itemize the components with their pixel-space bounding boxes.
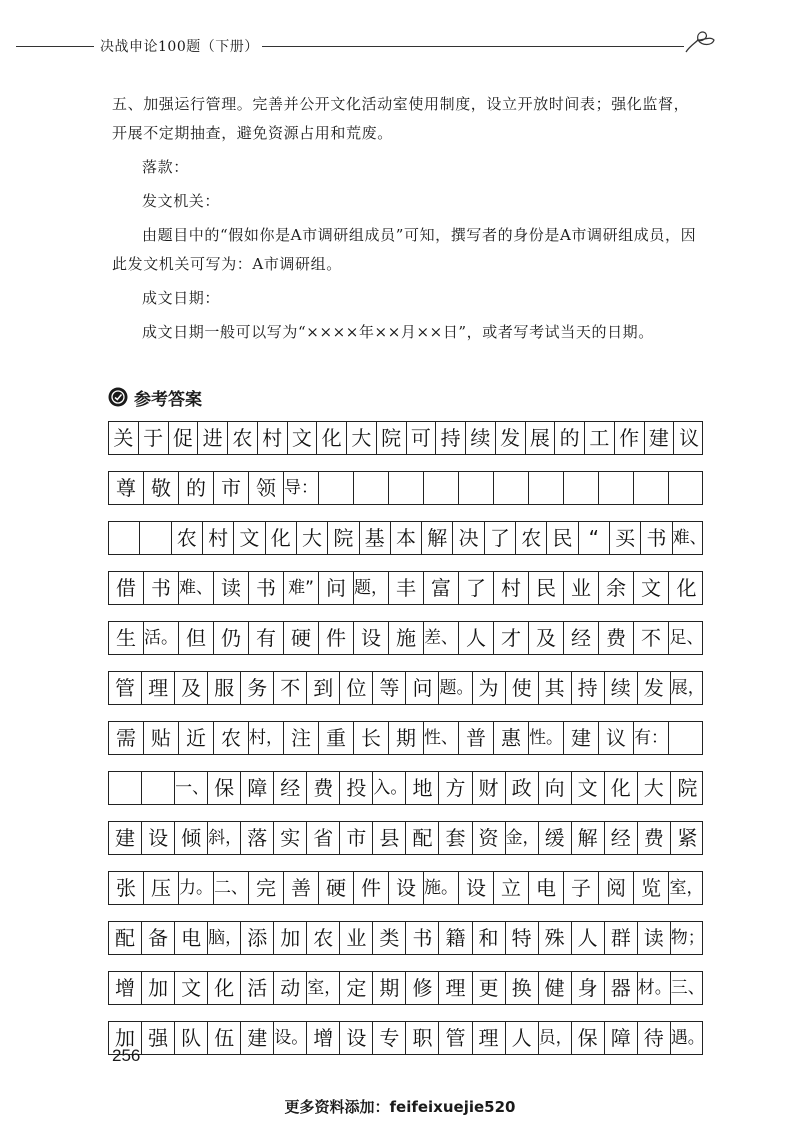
grid-cell: 院 xyxy=(677,776,698,800)
grid-cell: 化 xyxy=(266,522,297,554)
grid-cell: 化 xyxy=(676,576,697,600)
grid-cell: 的 xyxy=(555,422,585,454)
grid-cell: 管 xyxy=(439,1022,472,1054)
grid-cell: 可 xyxy=(407,422,437,454)
grid-cell: 电 xyxy=(529,872,564,904)
grid-cell: 导： xyxy=(284,472,319,504)
grid-cell xyxy=(529,472,564,504)
grid-cell: 县 xyxy=(373,822,406,854)
grid-cell: 书 xyxy=(144,572,179,604)
grid-cell: 本 xyxy=(391,522,422,554)
grid-cell: 领 xyxy=(249,472,284,504)
grid-cell: 建 xyxy=(645,422,675,454)
grid-cell: 加 xyxy=(109,1022,142,1054)
grid-cell: 化 xyxy=(605,772,638,804)
grid-cell: 保 xyxy=(572,1022,605,1054)
grid-cell xyxy=(459,472,494,504)
grid-cell: 题。 xyxy=(439,672,472,704)
grid-cell: 村 xyxy=(203,522,234,554)
grid-cell: 人 xyxy=(572,922,605,954)
grid-cell: 注 xyxy=(284,722,319,754)
grid-cell: 理 xyxy=(473,1022,506,1054)
paragraph-operation-management: 五、加强运行管理。完善并公开文化活动室使用制度，设立开放时间表；强化监督，开展不定期抽查，避免资源占用和荒废。 xyxy=(112,95,690,142)
grid-cell: 件 xyxy=(319,622,354,654)
grid-cell: 配 xyxy=(109,922,142,954)
grid-cell: 仍 xyxy=(214,622,249,654)
grid-cell: 待 xyxy=(638,1022,671,1054)
grid-cell: 更 xyxy=(473,972,506,1004)
grid-cell: 人 xyxy=(459,622,494,654)
grid-cell: 配 xyxy=(406,822,439,854)
grid-cell: 民 xyxy=(547,522,578,554)
grid-cell: 增 xyxy=(307,1022,340,1054)
grid-cell: 换 xyxy=(506,972,539,1004)
grid-cell: 重 xyxy=(319,722,354,754)
grid-cell: 民 xyxy=(529,572,564,604)
grid-cell: 队 xyxy=(175,1022,208,1054)
answer-manuscript-grid xyxy=(108,421,707,1071)
grid-cell: 保 xyxy=(208,772,241,804)
grid-cell: 近 xyxy=(179,722,214,754)
grid-cell: 投 xyxy=(340,772,373,804)
grid-cell: 经 xyxy=(605,822,638,854)
grid-cell: 设 xyxy=(459,872,494,904)
grid-cell xyxy=(634,472,669,504)
grid-cell: 题， xyxy=(354,572,389,604)
grid-cell: 惠 xyxy=(494,722,529,754)
grid-cell: 经 xyxy=(564,622,599,654)
grid-cell: 一、 xyxy=(175,772,208,804)
grid-cell: 力。 xyxy=(179,872,214,904)
grid-row xyxy=(108,971,703,1005)
grid-cell: 持 xyxy=(436,422,466,454)
grid-cell: 室， xyxy=(669,878,704,898)
grid-cell: 活 xyxy=(241,972,274,1004)
grid-cell: 文 xyxy=(572,772,605,804)
grid-cell: 障 xyxy=(605,1022,638,1054)
paragraph-date-heading: 成文日期： xyxy=(142,289,221,307)
grid-cell: 基 xyxy=(360,522,391,554)
grid-cell: 了 xyxy=(485,522,516,554)
grid-cell: 发 xyxy=(638,672,671,704)
grid-cell: 设。 xyxy=(274,1022,307,1054)
grid-cell: 材。 xyxy=(638,972,671,1004)
grid-cell: 完 xyxy=(249,872,284,904)
grid-row xyxy=(108,1021,703,1055)
grid-cell: 农 xyxy=(516,522,547,554)
grid-cell xyxy=(319,472,354,504)
sprout-icon xyxy=(680,26,720,58)
grid-cell: 财 xyxy=(473,772,506,804)
paragraph-issuing-authority-body: 由题目中的“假如你是A市调研组成员”可知，撰写者的身份是A市调研组成员，因此发文机关可写为：A市调研组。 xyxy=(112,226,697,273)
grid-cell xyxy=(424,472,459,504)
grid-cell: 性。 xyxy=(529,722,564,754)
grid-cell: 促 xyxy=(169,422,199,454)
grid-cell: 金， xyxy=(506,822,539,854)
grid-cell: 难、 xyxy=(672,528,707,548)
grid-cell: 关 xyxy=(109,422,139,454)
book-title: 决战申论100题（下册） xyxy=(100,39,259,55)
grid-cell: 长 xyxy=(354,722,389,754)
grid-cell xyxy=(109,772,142,804)
grid-cell: 期 xyxy=(373,972,406,1004)
grid-cell: 余 xyxy=(599,572,634,604)
grid-cell: 了 xyxy=(459,572,494,604)
grid-cell: 施 xyxy=(389,622,424,654)
grid-cell: 但 xyxy=(179,622,214,654)
grid-cell: 类 xyxy=(373,922,406,954)
grid-cell: 务 xyxy=(241,672,274,704)
grid-cell: 进 xyxy=(198,422,228,454)
grid-cell: 定 xyxy=(340,972,373,1004)
answer-section-title: 参考答案 xyxy=(134,389,202,410)
grid-cell: 差、 xyxy=(424,622,459,654)
grid-cell: 设 xyxy=(142,822,175,854)
grid-row xyxy=(108,821,703,855)
grid-row xyxy=(108,721,703,755)
grid-cell: 地 xyxy=(406,772,439,804)
grid-cell: 议 xyxy=(599,722,634,754)
grid-cell: 张 xyxy=(109,872,144,904)
grid-cell: 强 xyxy=(142,1022,175,1054)
grid-cell: 才 xyxy=(494,622,529,654)
grid-cell: 不 xyxy=(274,672,307,704)
grid-cell: 文 xyxy=(634,572,669,604)
grid-cell: 村 xyxy=(258,422,288,454)
grid-cell: 落 xyxy=(241,822,274,854)
grid-cell: 动 xyxy=(274,972,307,1004)
grid-cell: 缓 xyxy=(539,822,572,854)
grid-cell: 紧 xyxy=(677,826,698,850)
grid-cell: 议 xyxy=(679,426,700,450)
grid-cell: 资 xyxy=(473,822,506,854)
grid-cell: 斜， xyxy=(208,822,241,854)
grid-cell: 丰 xyxy=(389,572,424,604)
grid-cell: 发 xyxy=(496,422,526,454)
grid-cell: 工 xyxy=(585,422,615,454)
reference-answer-heading xyxy=(108,386,202,408)
grid-cell: 决 xyxy=(453,522,484,554)
grid-cell: 和 xyxy=(473,922,506,954)
running-header xyxy=(0,36,800,56)
grid-cell: 物； xyxy=(670,928,705,948)
grid-cell: 施。 xyxy=(424,872,459,904)
grid-cell: 建 xyxy=(241,1022,274,1054)
grid-cell: 加 xyxy=(142,972,175,1004)
header-rule-left xyxy=(16,46,94,47)
grid-row xyxy=(108,771,703,805)
grid-cell: 文 xyxy=(288,422,318,454)
paragraph-signature-heading: 落款： xyxy=(142,158,189,176)
grid-cell: 伍 xyxy=(208,1022,241,1054)
grid-cell xyxy=(389,472,424,504)
grid-cell: 作 xyxy=(615,422,645,454)
grid-cell: 等 xyxy=(373,672,406,704)
grid-cell: 殊 xyxy=(539,922,572,954)
grid-cell: 套 xyxy=(439,822,472,854)
grid-cell: 遇。 xyxy=(670,1028,705,1048)
grid-cell: 向 xyxy=(539,772,572,804)
grid-cell: 解 xyxy=(422,522,453,554)
grid-cell: 市 xyxy=(340,822,373,854)
grid-cell: 员， xyxy=(539,1022,572,1054)
grid-cell: 籍 xyxy=(439,922,472,954)
grid-cell: 子 xyxy=(564,872,599,904)
grid-cell: 位 xyxy=(340,672,373,704)
grid-cell: 贴 xyxy=(144,722,179,754)
grid-cell: 专 xyxy=(373,1022,406,1054)
grid-cell: 及 xyxy=(529,622,564,654)
grid-cell: 普 xyxy=(459,722,494,754)
grid-cell: 需 xyxy=(109,722,144,754)
grid-cell: 书 xyxy=(249,572,284,604)
grid-cell: 期 xyxy=(389,722,424,754)
grid-row xyxy=(108,621,703,655)
header-rule-right xyxy=(262,46,684,47)
grid-cell: 阅 xyxy=(599,872,634,904)
grid-cell: 建 xyxy=(109,822,142,854)
grid-cell: 室， xyxy=(307,972,340,1004)
grid-cell: 方 xyxy=(439,772,472,804)
grid-cell xyxy=(669,722,704,754)
grid-cell: 费 xyxy=(638,822,671,854)
grid-cell: 续 xyxy=(605,672,638,704)
grid-cell: 脑， xyxy=(208,922,241,954)
grid-row xyxy=(108,671,703,705)
grid-row xyxy=(108,571,703,605)
grid-cell: 农 xyxy=(172,522,203,554)
grid-cell: 院 xyxy=(328,522,359,554)
grid-cell: 展 xyxy=(526,422,556,454)
grid-cell: 于 xyxy=(139,422,169,454)
grid-cell: 立 xyxy=(494,872,529,904)
grid-cell: 政 xyxy=(506,772,539,804)
grid-cell xyxy=(669,472,704,504)
grid-cell: 生 xyxy=(109,622,144,654)
grid-cell: 的 xyxy=(179,472,214,504)
grid-cell: 入。 xyxy=(373,772,406,804)
grid-cell: 文 xyxy=(234,522,265,554)
grid-cell: 大 xyxy=(297,522,328,554)
grid-row xyxy=(108,421,703,455)
grid-cell: 群 xyxy=(605,922,638,954)
grid-cell: 费 xyxy=(599,622,634,654)
grid-cell xyxy=(494,472,529,504)
grid-cell: 农 xyxy=(228,422,258,454)
grid-cell: 问 xyxy=(319,572,354,604)
grid-cell: 难、 xyxy=(179,572,214,604)
grid-cell: 书 xyxy=(641,522,672,554)
answer-badge-icon xyxy=(108,387,128,407)
grid-cell: 经 xyxy=(274,772,307,804)
grid-cell: 难” xyxy=(284,572,319,604)
grid-cell: 硬 xyxy=(319,872,354,904)
grid-cell xyxy=(109,522,140,554)
grid-cell: 借 xyxy=(109,572,144,604)
grid-cell: 健 xyxy=(539,972,572,1004)
grid-cell: 读 xyxy=(214,572,249,604)
grid-cell: 建 xyxy=(564,722,599,754)
grid-cell: 有 xyxy=(249,622,284,654)
grid-cell: 化 xyxy=(208,972,241,1004)
grid-cell xyxy=(564,472,599,504)
grid-cell: 增 xyxy=(109,972,142,1004)
grid-cell: 件 xyxy=(354,872,389,904)
grid-cell xyxy=(142,772,175,804)
grid-cell: 农 xyxy=(214,722,249,754)
grid-row xyxy=(108,921,703,955)
grid-cell: 器 xyxy=(605,972,638,1004)
grid-cell: 敬 xyxy=(144,472,179,504)
grid-cell: 文 xyxy=(175,972,208,1004)
grid-cell: 理 xyxy=(439,972,472,1004)
grid-cell: 到 xyxy=(307,672,340,704)
grid-cell: 职 xyxy=(406,1022,439,1054)
grid-cell: 富 xyxy=(424,572,459,604)
body-text xyxy=(112,90,702,347)
grid-cell: 农 xyxy=(307,922,340,954)
grid-cell: 三、 xyxy=(670,978,705,998)
paragraph-date-body: 成文日期一般可以写为“××××年××月××日”，或者写考试当天的日期。 xyxy=(142,323,654,341)
grid-cell: 设 xyxy=(389,872,424,904)
grid-cell: 管 xyxy=(109,672,142,704)
grid-cell: 览 xyxy=(634,872,669,904)
grid-cell: 大 xyxy=(347,422,377,454)
grid-cell: 服 xyxy=(208,672,241,704)
grid-cell: 二、 xyxy=(214,872,249,904)
grid-cell: 硬 xyxy=(284,622,319,654)
grid-cell: 电 xyxy=(175,922,208,954)
grid-cell: 为 xyxy=(473,672,506,704)
paragraph-issuing-authority-heading: 发文机关： xyxy=(142,192,221,210)
grid-cell: 村， xyxy=(249,722,284,754)
grid-cell: 院 xyxy=(377,422,407,454)
grid-cell: 持 xyxy=(572,672,605,704)
grid-row xyxy=(108,871,703,905)
grid-cell xyxy=(354,472,389,504)
grid-cell: 问 xyxy=(406,672,439,704)
grid-cell: 大 xyxy=(638,772,671,804)
grid-cell: 书 xyxy=(406,922,439,954)
grid-cell: 添 xyxy=(241,922,274,954)
grid-cell: 买 xyxy=(610,522,641,554)
page-number: 256 xyxy=(112,1046,141,1065)
grid-cell: 不 xyxy=(634,622,669,654)
grid-cell: 障 xyxy=(241,772,274,804)
grid-cell: 续 xyxy=(466,422,496,454)
grid-cell: 解 xyxy=(572,822,605,854)
grid-cell: 及 xyxy=(175,672,208,704)
footer-contact: 更多资料添加：feifeixuejie520 xyxy=(284,1098,516,1116)
grid-cell: 费 xyxy=(307,772,340,804)
grid-row xyxy=(108,471,703,505)
grid-cell: 业 xyxy=(564,572,599,604)
grid-cell: 业 xyxy=(340,922,373,954)
grid-cell: 读 xyxy=(638,922,671,954)
grid-cell: 化 xyxy=(317,422,347,454)
grid-cell: 人 xyxy=(506,1022,539,1054)
grid-cell: 村 xyxy=(494,572,529,604)
grid-cell: 设 xyxy=(340,1022,373,1054)
grid-cell: 倾 xyxy=(175,822,208,854)
grid-cell: 性、 xyxy=(424,722,459,754)
grid-cell: “ xyxy=(579,522,610,554)
grid-cell xyxy=(599,472,634,504)
grid-cell xyxy=(140,522,171,554)
grid-cell: 实 xyxy=(274,822,307,854)
grid-cell: 尊 xyxy=(109,472,144,504)
grid-cell: 使 xyxy=(506,672,539,704)
grid-cell: 省 xyxy=(307,822,340,854)
grid-cell: 展， xyxy=(670,678,705,698)
grid-cell: 身 xyxy=(572,972,605,1004)
grid-cell: 足、 xyxy=(669,628,704,648)
grid-cell: 活。 xyxy=(144,622,179,654)
grid-cell: 设 xyxy=(354,622,389,654)
grid-cell: 理 xyxy=(142,672,175,704)
grid-cell: 有： xyxy=(634,722,669,754)
grid-cell: 其 xyxy=(539,672,572,704)
grid-row xyxy=(108,521,707,555)
grid-cell: 善 xyxy=(284,872,319,904)
grid-cell: 压 xyxy=(144,872,179,904)
grid-cell: 特 xyxy=(506,922,539,954)
grid-cell: 备 xyxy=(142,922,175,954)
grid-cell: 修 xyxy=(406,972,439,1004)
grid-cell: 加 xyxy=(274,922,307,954)
grid-cell: 市 xyxy=(214,472,249,504)
